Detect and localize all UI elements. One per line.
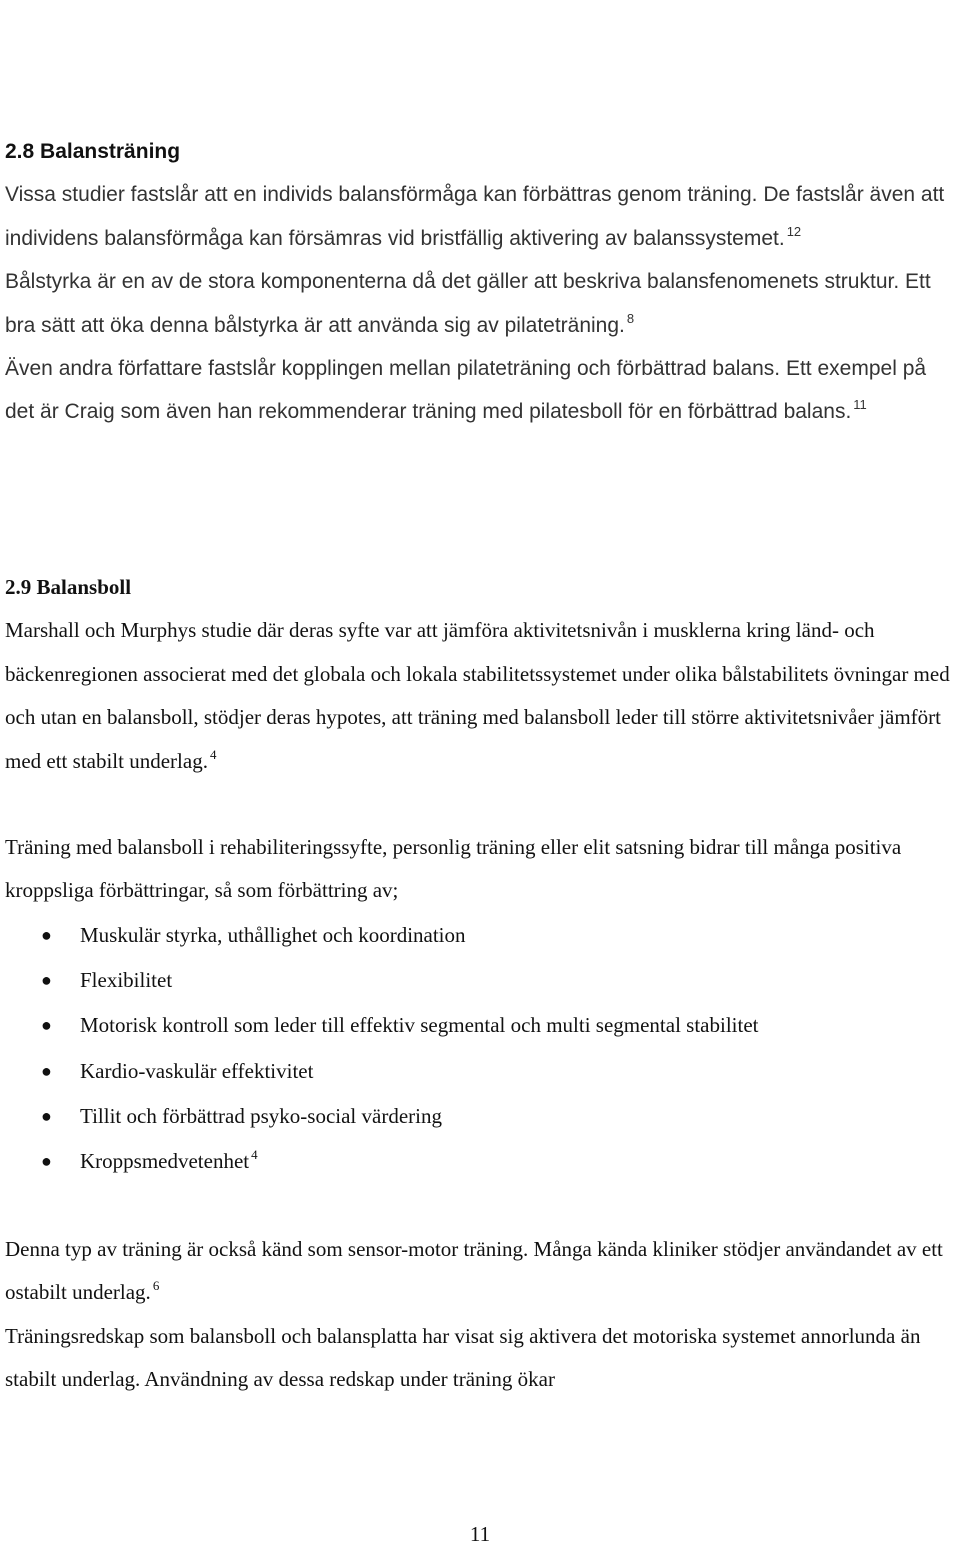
reference-number: 6 bbox=[152, 1278, 160, 1294]
reference-number: 4 bbox=[251, 1147, 258, 1163]
paragraph: Träningsredskap som balansboll och balansplatta har visat sig aktivera det motoriska systemet annorlunda än stabilt underlag. Användning av dessa redskap under träning ökar bbox=[5, 1323, 921, 1392]
page-number: 11 bbox=[469, 1522, 491, 1546]
reference-number: 8 bbox=[626, 310, 635, 326]
bullet-icon: ● bbox=[41, 1015, 52, 1036]
reference-number: 11 bbox=[853, 397, 867, 413]
paragraph: Marshall och Murphys studie där deras syfte var att jämföra aktivitetsnivån i musklerna kring länd- och bäckenregionen associerat med det globala och lokala stabilitetssystemet under olika bålstabilitets övningar med och utan en balansboll, stödjer deras hypotes, att träning med balansboll leder till större aktivitetsnivåer jämfört med ett stabilt underlag. $^4$ bbox=[5, 618, 950, 773]
list-item bbox=[5, 1139, 955, 1184]
list-item-text: Muskulär styrka, uthållighet och koordination bbox=[80, 922, 466, 947]
section-balansboll bbox=[5, 566, 955, 1185]
paragraph: Träning med balansboll i rehabiliteringssyfte, personlig träning eller elit satsning bidrar till många positiva kroppsliga förbättringar, så som förbättring av; bbox=[5, 835, 902, 903]
bullet-icon: ● bbox=[41, 924, 52, 945]
paragraph-gap bbox=[5, 783, 955, 826]
reference-number: 4 bbox=[209, 746, 217, 762]
section-heading: 2.9 Balansboll bbox=[5, 575, 132, 599]
bullet-icon: ● bbox=[41, 1060, 52, 1081]
bullet-icon: ● bbox=[41, 1106, 52, 1127]
paragraph: Denna typ av träning är också känd som sensor-motor träning. Många kända kliniker stödjer användandet av ett ostabilt underlag. $^6$ bbox=[5, 1237, 943, 1305]
paragraph: Vissa studier fastslår att en individs balansförmåga kan förbättras genom träning. De fastslår även att individens balansförmåga kan försämras vid bristfällig aktivering av balanssystemet. $^{12}$ bbox=[5, 183, 945, 250]
list-item bbox=[5, 1049, 955, 1094]
list-item bbox=[5, 1003, 955, 1048]
benefit-list bbox=[5, 913, 955, 1185]
list-item bbox=[5, 913, 955, 958]
list-item bbox=[5, 1094, 955, 1139]
list-item-text: Flexibilitet bbox=[80, 968, 173, 993]
list-item bbox=[5, 958, 955, 1003]
list-item-text: Tillit och förbättrad psyko-social värdering bbox=[80, 1104, 442, 1129]
section-balansboll-continued bbox=[5, 1228, 960, 1402]
reference-number: 12 bbox=[786, 223, 802, 239]
section-balanstraning bbox=[5, 130, 955, 434]
section-heading: 2.8 Balansträning bbox=[5, 140, 181, 163]
bullet-icon: ● bbox=[41, 970, 52, 991]
list-item-text: Kroppsmedvetenhet bbox=[80, 1149, 250, 1174]
paragraph: Även andra författare fastslår kopplingen mellan pilateträning och förbättrad balans. Ett exempel på det är Craig som även han rekommenderar träning med pilatesboll för en förbättrad balans. $^{11}$ bbox=[5, 357, 927, 424]
list-item-text: Kardio-vaskulär effektivitet bbox=[80, 1058, 314, 1083]
list-item-text: Motorisk kontroll som leder till effektiv segmental och multi segmental stabilitet bbox=[80, 1013, 759, 1038]
paragraph: Bålstyrka är en av de stora komponenterna då det gäller att beskriva balansfenomenets struktur. Ett bra sätt att öka denna bålstyrka är att använda sig av pilateträning. $^8$ bbox=[5, 270, 931, 337]
bullet-icon: ● bbox=[41, 1151, 52, 1172]
